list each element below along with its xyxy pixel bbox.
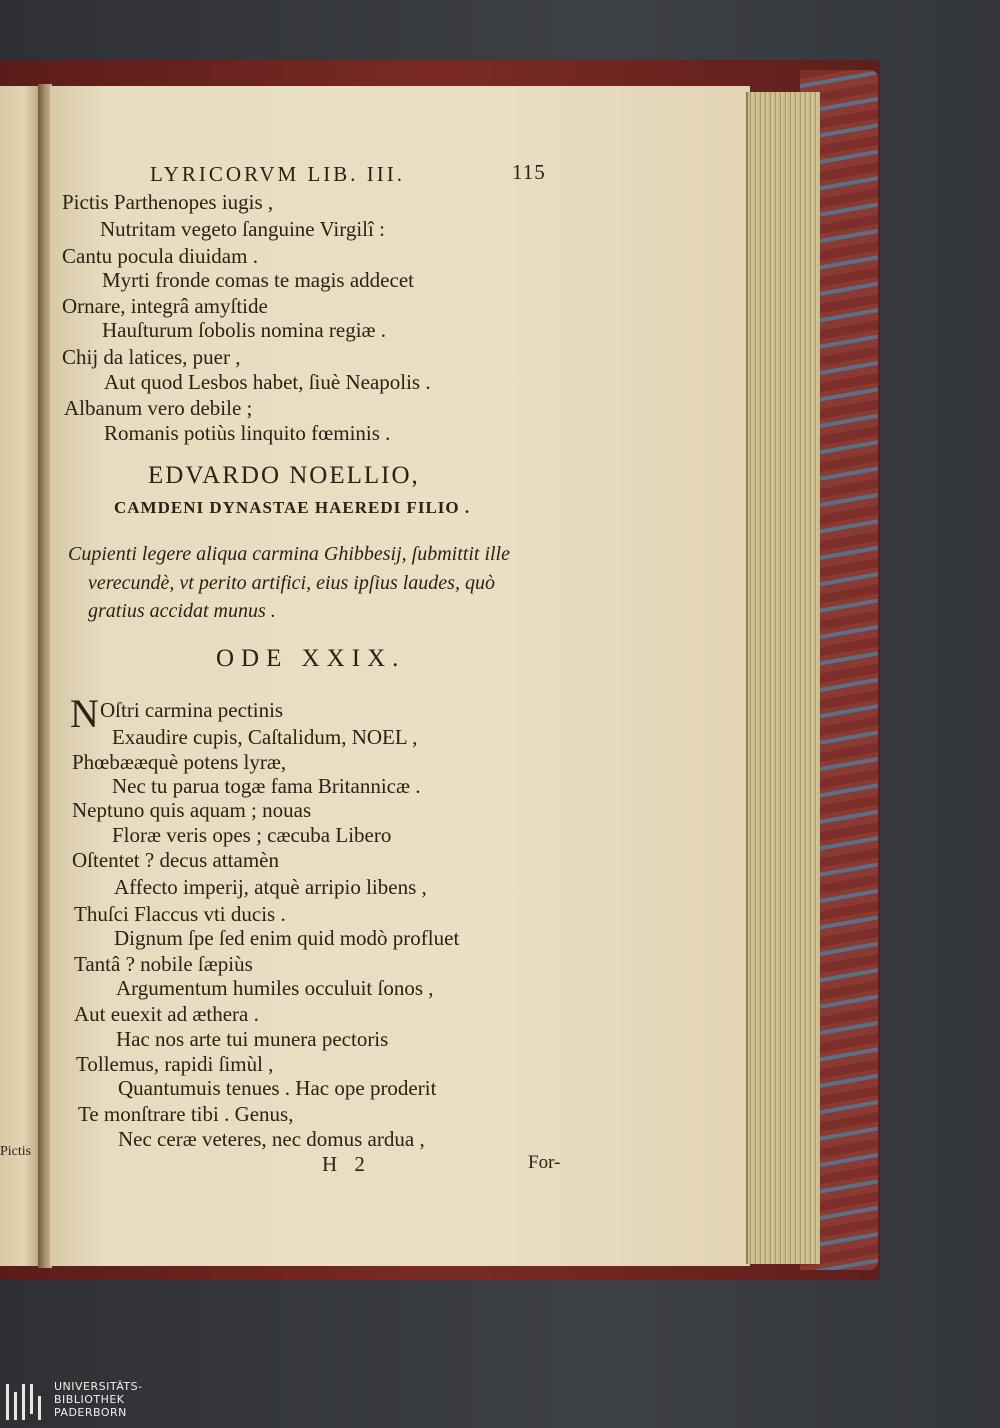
argument-line: Cupienti legere aliqua carmina Ghibbesij, ſubmittit ille [68, 543, 510, 565]
verse-line: Aut euexit ad æthera . [74, 1002, 259, 1026]
verse-line: Nutritam vegeto ſanguine Virgilî : [100, 217, 385, 241]
verse-line: Phœbææquè potens lyræ, [72, 750, 287, 774]
verse-line: Quantumuis tenues . Hac ope proderit [118, 1076, 437, 1100]
ode-title: ODE XXIX. [216, 645, 406, 672]
logo-line: PADERBORN [54, 1406, 127, 1419]
verse-line: Thuſci Flaccus vti ducis . [74, 902, 286, 926]
dedication-name: EDVARDO NOELLIO, [148, 462, 420, 489]
verse-line: Argumentum humiles occuluit ſonos , [116, 976, 434, 1000]
verse-line: Dignum ſpe ſed enim quid modò profluet [114, 926, 460, 950]
verse-line: Aut quod Lesbos habet, ſiuè Neapolis . [104, 370, 431, 394]
page-number: 115 [512, 160, 546, 184]
verse-line: Floræ veris opes ; cæcuba Libero [112, 823, 392, 847]
verse-line: Chij da latices, puer , [62, 345, 241, 369]
verse-line: Hac nos arte tui munera pectoris [116, 1027, 389, 1051]
verse-line: Oſtri carmina pectinis [100, 698, 284, 722]
verse-line: Ornare, integrâ amyſtide [62, 294, 268, 318]
verse-line: Tantâ ? nobile ſæpiùs [74, 952, 253, 976]
left-page-fragment: Pictis [0, 1144, 32, 1159]
verse-line: Nec ceræ veteres, nec domus ardua , [118, 1127, 425, 1151]
drop-cap: N [70, 691, 99, 736]
dedication-subtitle: CAMDENI DYNASTAE HAEREDI FILIO . [114, 498, 471, 517]
page-fore-edge [746, 92, 820, 1264]
logo-text [54, 1380, 143, 1419]
library-logo [0, 1376, 150, 1428]
verse-line: Exaudire cupis, Caſtalidum, NOEL , [112, 725, 418, 749]
verse-line: Romanis potiùs linquito fœminis . [104, 421, 391, 445]
left-page [0, 86, 40, 1266]
verse-line: Tollemus, rapidi ſimùl , [76, 1052, 274, 1076]
verse-line: Hauſturum ſobolis nomina regiæ . [102, 318, 387, 342]
catchword: For- [528, 1152, 561, 1173]
verse-line: Cantu pocula diuidam . [62, 244, 258, 268]
running-title: LYRICORVM LIB. III. [150, 162, 406, 186]
verse-line: Affecto imperij, atquè arripio libens , [114, 875, 427, 899]
verse-line: Nec tu parua togæ fama Britannicæ . [112, 774, 421, 798]
argument-line: verecundè, vt perito artifici, eius ipſius laudes, quò [88, 572, 495, 594]
verse-line: Myrti fronde comas te magis addecet [102, 268, 414, 292]
logo-line: UNIVERSITÄTS- [54, 1380, 143, 1393]
logo-bars-icon [6, 1384, 46, 1420]
verse-line: Albanum vero debile ; [64, 396, 253, 420]
verse-line: Neptuno quis aquam ; nouas [72, 798, 312, 822]
logo-line: BIBLIOTHEK [54, 1393, 125, 1406]
verse-line: Oſtentet ? decus attamèn [72, 848, 279, 872]
signature-mark: H 2 [322, 1152, 371, 1176]
argument-line: gratius accidat munus . [88, 600, 276, 622]
verse-line: Pictis Parthenopes iugis , [62, 190, 274, 214]
verse-line: Te monſtrare tibi . Genus, [78, 1102, 294, 1126]
